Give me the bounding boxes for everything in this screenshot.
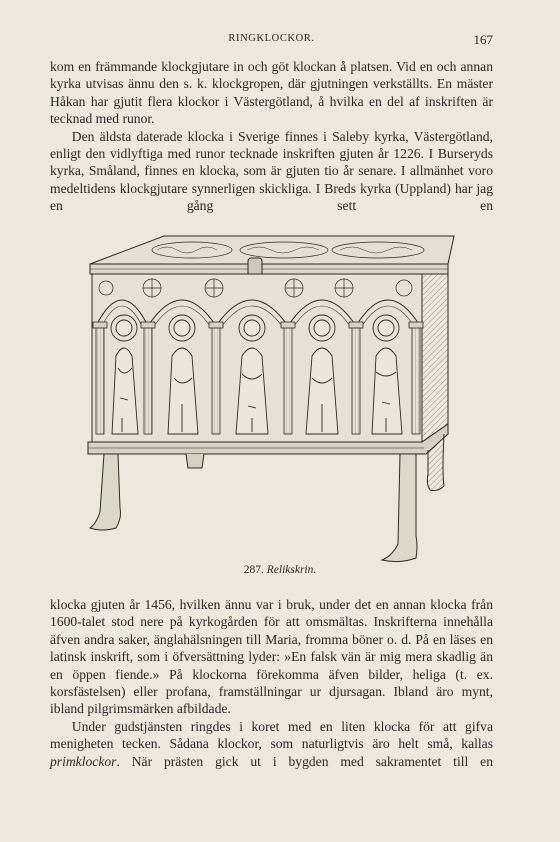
emphasized-term: primklockor [50,753,117,769]
paragraph-text: . När prästen gick ut i bygden med sakramentet till en [116,753,493,769]
lower-text-block [50,596,493,770]
figure-caption-text: Relikskrin. [266,564,317,576]
running-header [50,33,493,49]
upper-text-block [50,58,493,215]
page-number: 167 [473,32,493,47]
figure-number: 287. [243,564,264,576]
figure-caption [0,564,560,576]
paragraph: klocka gjuten år 1456, hvilken ännu var i bruk, under det en annan klocka från 1600-talet stod nere på kyrkogården för att omsmältas. Inskrifterna innehålla äfven andra saker, änglahälsningen till Maria, fromma böner o. d. På en läses en latinsk inskrift, som i öfversättning lyder: »En falsk vän är mig mera skadlig än en öppen fiende.» På klockorna förekomma äfven bilder, heliga (t. ex. korsfästelsen) eller profana, framställningar ur djursagan. Ibland äro mynt, ibland pilgrimsmärken afbildade. [50,597,493,717]
paragraph: kom en främmande klockgjutare in och göt klockan å platsen. Vid en och annan kyrka utvisas ännu den s. k. klockgropen, där gjutningen verkställts. En mäster Håkan har gjutit flera klockor i Västergötland, å hvilka en del af inskriften är tecknad med runor. [50,59,493,127]
paragraph-text: Under gudstjänsten ringdes i koret med en liten klocka för att gifva menigheten tecken. Sådana klockor, som naturligtvis äro helt små, kallas [50,718,493,752]
running-title: RINGKLOCKOR. [228,33,315,44]
reliquary-chest-illustration [82,228,462,566]
paragraph [50,718,493,770]
paragraph: Den äldsta daterade klocka i Sverige finnes i Saleby kyrka, Västergötland, enligt den vidlyftiga med runor tecknade inskriften gjuten år 1226. I Burseryds kyrka, Småland, finnes en klocka, som är gjuten tio år senare. I allmänhet voro medeltidens klockgjutare synnerligen skickliga. I Breds kyrka (Uppland) har jag en gång sett en [50,128,493,214]
